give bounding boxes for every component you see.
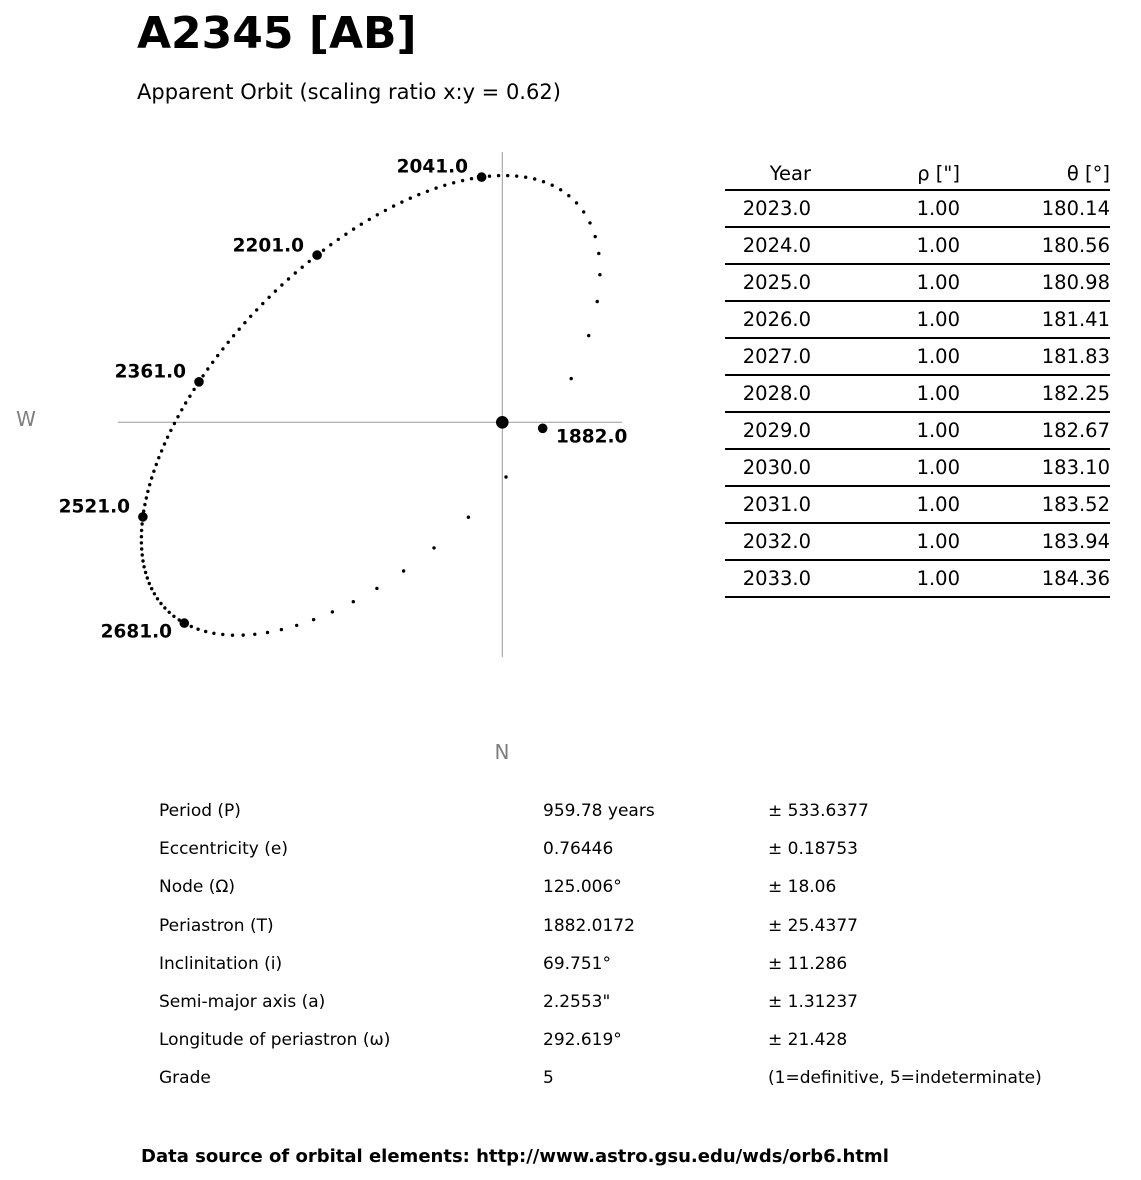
orbit-dot: [267, 296, 270, 299]
orbit-dot: [467, 516, 470, 519]
orbit-dot: [402, 569, 405, 572]
table-cell: 2032.0: [742, 530, 811, 553]
table-cell: 1.00: [916, 308, 960, 331]
orbit-dot: [588, 221, 591, 224]
element-value: 69.751°: [543, 953, 611, 974]
element-label: Periastron (T): [159, 915, 274, 936]
orbit-dot: [184, 401, 187, 404]
epoch-label: 2521.0: [58, 496, 130, 518]
table-row: [725, 413, 1110, 450]
table-row: [725, 191, 1110, 228]
table-cell: 2027.0: [742, 345, 811, 368]
element-label: Period (P): [159, 801, 241, 822]
orbit-dot: [212, 632, 215, 635]
table-cell: 1.00: [916, 456, 960, 479]
orbit-dot: [400, 200, 403, 203]
north-axis-label: N: [494, 740, 510, 764]
orbit-dot: [168, 611, 171, 614]
orbit-dot: [140, 541, 143, 544]
orbit-dot: [140, 535, 143, 538]
orbit-dot: [201, 374, 204, 377]
element-row: [159, 1059, 1042, 1097]
epoch-dot: [194, 377, 204, 387]
orbit-plot: [0, 0, 660, 770]
orbit-dot: [211, 361, 214, 364]
orbit-dot: [176, 415, 179, 418]
element-error: (1=definitive, 5=indeterminate): [768, 1068, 1042, 1089]
table-cell: 2023.0: [742, 197, 811, 220]
element-error: ± 11.286: [768, 953, 848, 974]
table-cell: 182.25: [1041, 382, 1110, 405]
orbit-dot: [146, 576, 149, 579]
epoch-label: 2201.0: [232, 235, 304, 257]
orbit-dot: [192, 388, 195, 391]
table-cell: 181.41: [1041, 308, 1110, 331]
table-row: [725, 339, 1110, 376]
orbit-dot: [524, 176, 527, 179]
orbit-plot-svg: [0, 0, 660, 700]
element-label: Semi-major axis (a): [159, 992, 326, 1013]
epoch-label: 2361.0: [114, 361, 186, 383]
orbit-dot: [172, 615, 175, 618]
orbit-dot: [567, 194, 570, 197]
table-cell: 2024.0: [742, 234, 811, 257]
orbit-dot: [216, 354, 219, 357]
element-row: [159, 868, 1042, 906]
orbit-dot: [243, 321, 246, 324]
orbit-dot: [140, 547, 143, 550]
orbit-dot: [452, 181, 455, 184]
orbit-dot: [337, 238, 340, 241]
orbit-dot: [155, 463, 158, 466]
orbit-dot: [488, 175, 491, 178]
orbit-dot: [587, 334, 590, 337]
table-cell: 2029.0: [742, 419, 811, 442]
orbit-dot: [166, 436, 169, 439]
orbit-dot: [504, 475, 507, 478]
table-cell: 1.00: [916, 271, 960, 294]
element-error: ± 1.31237: [768, 992, 858, 1013]
orbit-dot: [417, 193, 420, 196]
orbit-dot: [280, 628, 283, 631]
orbit-dot: [301, 266, 304, 269]
epoch-dot: [538, 424, 548, 434]
orbit-dot: [308, 260, 311, 263]
orbit-dot: [221, 347, 224, 350]
orbit-dot: [559, 188, 562, 191]
table-header-cell: θ [°]: [1066, 162, 1110, 185]
element-value: 125.006°: [543, 877, 622, 898]
orbit-dot: [169, 429, 172, 432]
element-value: 292.619°: [543, 1030, 622, 1051]
orbit-dot: [143, 503, 146, 506]
table-row: [725, 524, 1110, 561]
orbit-dot: [152, 470, 155, 473]
element-error: ± 533.6377: [768, 801, 869, 822]
orbit-dot: [409, 197, 412, 200]
orbit-dot: [368, 218, 371, 221]
orbit-dot: [551, 184, 554, 187]
element-value: 5: [543, 1068, 554, 1089]
table-row: [725, 265, 1110, 302]
orbit-dot: [153, 592, 156, 595]
table-cell: 2025.0: [742, 271, 811, 294]
orbit-dot: [274, 289, 277, 292]
table-cell: 183.52: [1041, 493, 1110, 516]
orbit-dot: [141, 559, 144, 562]
table-cell: 180.14: [1041, 197, 1110, 220]
table-cell: 2026.0: [742, 308, 811, 331]
page-title: A2345 [AB]: [137, 8, 417, 59]
orbit-dot: [344, 233, 347, 236]
orbit-dot: [322, 249, 325, 252]
orbit-dot: [163, 606, 166, 609]
element-value: 959.78 years: [543, 801, 655, 822]
orbit-dot: [533, 177, 536, 180]
page-subtitle: Apparent Orbit (scaling ratio x:y = 0.62): [137, 80, 561, 104]
orbit-dot: [227, 341, 230, 344]
table-cell: 183.94: [1041, 530, 1110, 553]
orbit-dot: [426, 190, 429, 193]
table-cell: 180.98: [1041, 271, 1110, 294]
orbit-dot: [221, 633, 224, 636]
orbit-dot: [312, 618, 315, 621]
table-cell: 2028.0: [742, 382, 811, 405]
table-row: [725, 376, 1110, 413]
orbit-dot: [180, 408, 183, 411]
orbit-dot: [150, 587, 153, 590]
table-header-cell: ρ ["]: [917, 162, 960, 185]
orbit-dot: [597, 252, 600, 255]
orbit-dot: [375, 587, 378, 590]
table-cell: 184.36: [1041, 567, 1110, 590]
element-row: [159, 792, 1042, 830]
table-row: [725, 302, 1110, 339]
orbit-dot: [145, 496, 148, 499]
orbit-dot: [232, 334, 235, 337]
element-label: Grade: [159, 1068, 211, 1089]
data-source-footer: Data source of orbital elements: http://www.astro.gsu.edu/wds/orb6.html: [141, 1146, 889, 1167]
orbit-dot: [360, 223, 363, 226]
orbit-dot: [287, 277, 290, 280]
table-cell: 1.00: [916, 567, 960, 590]
table-cell: 1.00: [916, 530, 960, 553]
epoch-dot: [312, 250, 322, 260]
element-error: ± 21.428: [768, 1030, 848, 1051]
orbit-dot: [249, 315, 252, 318]
table-cell: 181.83: [1041, 345, 1110, 368]
epoch-label: 1882.0: [556, 426, 628, 448]
element-row: [159, 907, 1042, 945]
orbit-dot: [596, 300, 599, 303]
orbit-dot: [542, 180, 545, 183]
table-cell: 182.67: [1041, 419, 1110, 442]
table-cell: 2033.0: [742, 567, 811, 590]
orbit-dot: [163, 442, 166, 445]
table-cell: 180.56: [1041, 234, 1110, 257]
ephemeris-table: [725, 158, 1125, 598]
table-cell: 1.00: [916, 419, 960, 442]
table-header-cell: Year: [769, 162, 811, 185]
element-label: Eccentricity (e): [159, 839, 288, 860]
element-error: ± 18.06: [768, 877, 837, 898]
orbit-dot: [575, 201, 578, 204]
orbit-dot: [352, 227, 355, 230]
orbit-dot: [432, 546, 435, 549]
orbit-dot: [140, 529, 143, 532]
table-cell: 1.00: [916, 345, 960, 368]
table-row: [725, 487, 1110, 524]
table-cell: 183.10: [1041, 456, 1110, 479]
orbit-dot: [148, 582, 151, 585]
element-error: ± 25.4377: [768, 915, 858, 936]
element-label: Node (Ω): [159, 877, 236, 898]
table-header-row: [725, 158, 1110, 191]
orbit-dot: [392, 204, 395, 207]
table-cell: 1.00: [916, 382, 960, 405]
epoch-dot: [138, 512, 148, 522]
primary-star-dot: [496, 416, 509, 429]
table-cell: 1.00: [916, 197, 960, 220]
orbit-dot: [570, 377, 573, 380]
orbit-dot: [156, 597, 159, 600]
orbit-dot: [266, 631, 269, 634]
table-cell: 2030.0: [742, 456, 811, 479]
orbit-dot: [238, 328, 241, 331]
table-row: [725, 561, 1110, 598]
orbit-dot: [157, 456, 160, 459]
orbit-dot: [253, 633, 256, 636]
orbit-dot: [150, 476, 153, 479]
element-row: [159, 945, 1042, 983]
orbit-dot: [329, 243, 332, 246]
orbit-dot: [188, 395, 191, 398]
table-cell: 2031.0: [742, 493, 811, 516]
orbit-dot: [173, 422, 176, 425]
west-axis-label: W: [16, 407, 36, 431]
orbit-dot: [506, 174, 509, 177]
element-row: [159, 1021, 1042, 1059]
orbit-dot: [384, 209, 387, 212]
epoch-dot: [477, 172, 487, 182]
orbit-dot: [443, 184, 446, 187]
orbit-dot: [196, 628, 199, 631]
orbit-dot: [142, 565, 145, 568]
element-row: [159, 830, 1042, 868]
orbit-dot: [146, 490, 149, 493]
orbit-dot: [160, 449, 163, 452]
epoch-label: 2041.0: [396, 156, 468, 178]
orbit-dot: [497, 174, 500, 177]
orbit-dot: [434, 186, 437, 189]
orbit-dot: [204, 630, 207, 633]
orbit-dot: [255, 308, 258, 311]
element-value: 0.76446: [543, 839, 614, 860]
orbit-dot: [159, 602, 162, 605]
orbit-dot: [515, 174, 518, 177]
orbit-dot: [582, 210, 585, 213]
epoch-label: 2681.0: [100, 621, 172, 643]
epoch-dot: [180, 618, 190, 628]
element-value: 1882.0172: [543, 915, 635, 936]
orbit-dot: [376, 213, 379, 216]
orbit-dot: [594, 235, 597, 238]
element-label: Longitude of periastron (ω): [159, 1030, 391, 1051]
orbit-dot: [331, 610, 334, 613]
orbit-dot: [206, 367, 209, 370]
table-cell: 1.00: [916, 234, 960, 257]
orbit-dot: [242, 633, 245, 636]
orbit-dot: [261, 302, 264, 305]
orbit-dot: [598, 273, 601, 276]
element-row: [159, 983, 1042, 1021]
orbit-dot: [148, 483, 151, 486]
table-cell: 1.00: [916, 493, 960, 516]
orbit-dot: [141, 553, 144, 556]
orbital-elements-list: [159, 792, 1042, 1098]
table-row: [725, 450, 1110, 487]
orbit-dot: [295, 624, 298, 627]
orbit-dot: [280, 283, 283, 286]
orbit-dot: [294, 271, 297, 274]
element-error: ± 0.18753: [768, 839, 858, 860]
orbit-dot: [231, 634, 234, 637]
orbit-dot: [144, 571, 147, 574]
orbit-dot: [470, 177, 473, 180]
orbit-dot: [352, 600, 355, 603]
orbit-dot: [140, 522, 143, 525]
orbit-dot: [190, 625, 193, 628]
element-label: Inclinitation (i): [159, 953, 283, 974]
element-value: 2.2553": [543, 992, 611, 1013]
orbit-dot: [461, 179, 464, 182]
table-row: [725, 228, 1110, 265]
